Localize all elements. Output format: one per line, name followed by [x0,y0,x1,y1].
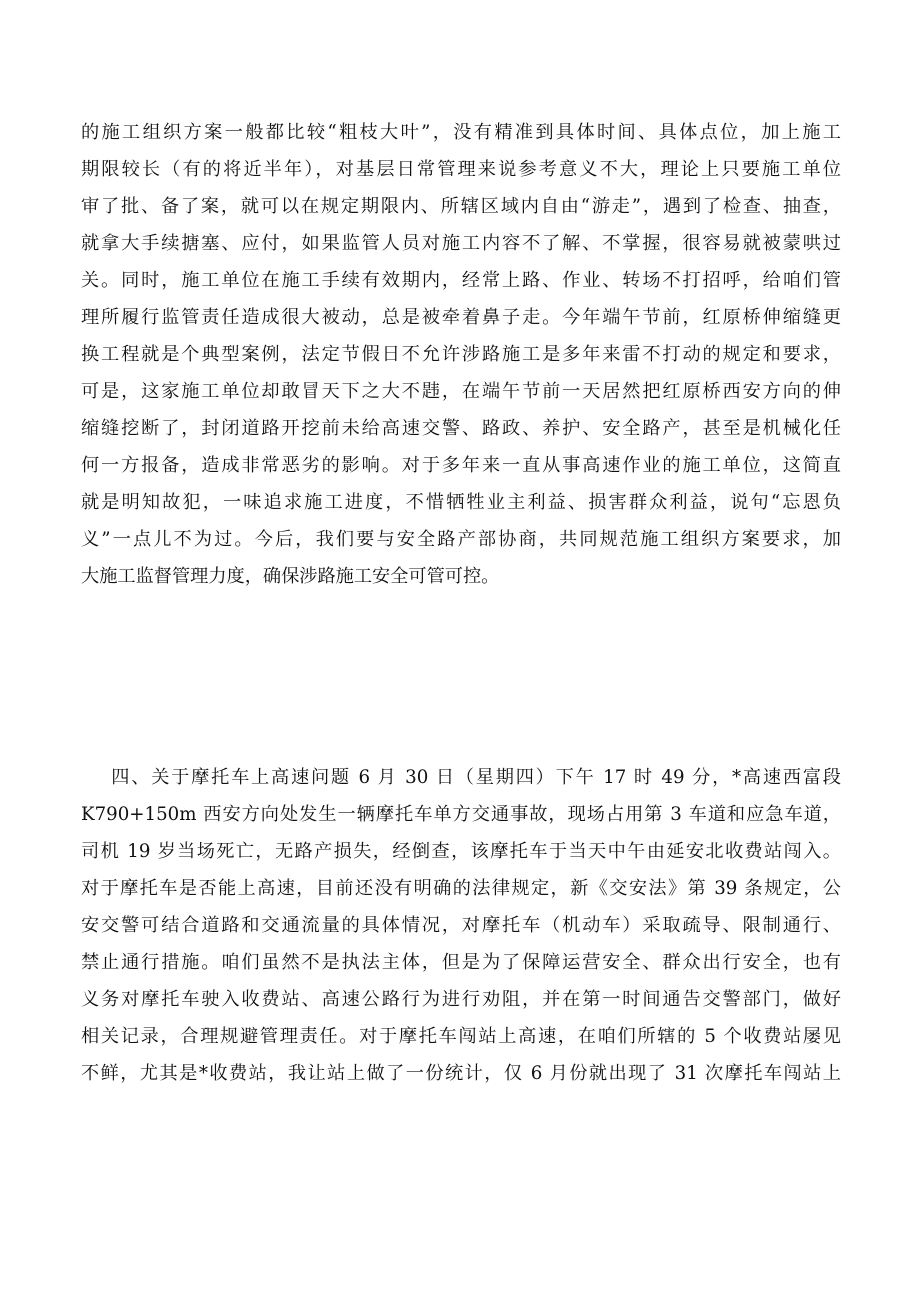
text-line: 相关记录，合理规避管理责任。对于摩托车闯站上高速，在咱们所辖的 5 个收费站屡见 [81,1026,841,1047]
text-line: 可是，这家施工单位却敢冒天下之大不韪，在端午节前一天居然把红原桥西安方向的伸 [81,381,841,402]
paragraph-motorcycle-highway [81,759,841,1092]
text-line: 何一方报备，造成非常恶劣的影响。对于多年来一直从事高速作业的施工单位，这简直 [81,455,841,476]
text-line: 司机 19 岁当场死亡，无路产损失，经倒查，该摩托车于当天中午由延安北收费站闯入。 [81,841,841,862]
section-heading-line: 四、关于摩托车上高速问题 6 月 30 日（星期四）下午 17 时 49 分，*高速西富段 [81,767,841,788]
paragraph-construction-management [81,114,841,595]
text-line: K790+150m 西安方向处发生一辆摩托车单方交通事故，现场占用第 3 车道和应急车道， [81,804,841,825]
text-line: 不鲜，尤其是*收费站，我让站上做了一份统计，仅 6 月份就出现了 31 次摩托车闯站上 [81,1063,841,1084]
text-line: 理所履行监管责任造成很大被动，总是被牵着鼻子走。今年端午节前，红原桥伸缩缝更 [81,307,841,328]
text-line: 大施工监督管理力度，确保涉路施工安全可管可控。 [81,566,500,587]
text-line: 缩缝挖断了，封闭道路开挖前未给高速交警、路政、养护、安全路产，甚至是机械化任 [81,418,841,439]
text-line: 就是明知故犯，一味追求施工进度，不惜牺牲业主利益、损害群众利益，说句“忘恩负 [81,492,841,513]
text-line: 换工程就是个典型案例，法定节假日不允许涉路施工是多年来雷不打动的规定和要求， [81,344,841,365]
text-line: 关。同时，施工单位在施工手续有效期内，经常上路、作业、转场不打招呼，给咱们管 [81,270,841,291]
text-line: 禁止通行措施。咱们虽然不是执法主体，但是为了保障运营安全、群众出行安全，也有 [81,952,841,973]
text-line: 对于摩托车是否能上高速，目前还没有明确的法律规定，新《交安法》第 39 条规定，公 [81,878,841,899]
text-line: 义务对摩托车驶入收费站、高速公路行为进行劝阻，并在第一时间通告交警部门，做好 [81,989,841,1010]
text-line: 义”一点儿不为过。今后，我们要与安全路产部协商，共同规范施工组织方案要求，加 [81,529,841,550]
text-line: 就拿大手续搪塞、应付，如果监管人员对施工内容不了解、不掌握，很容易就被蒙哄过 [81,233,841,254]
text-line: 的施工组织方案一般都比较“粗枝大叶”，没有精准到具体时间、具体点位，加上施工 [81,122,841,143]
text-line: 安交警可结合道路和交通流量的具体情况，对摩托车（机动车）采取疏导、限制通行、 [81,915,841,936]
text-line: 审了批、备了案，就可以在规定期限内、所辖区域内自由“游走”，遇到了检查、抽查， [81,196,841,217]
text-line: 期限较长（有的将近半年），对基层日常管理来说参考意义不大，理论上只要施工单位 [81,159,841,180]
